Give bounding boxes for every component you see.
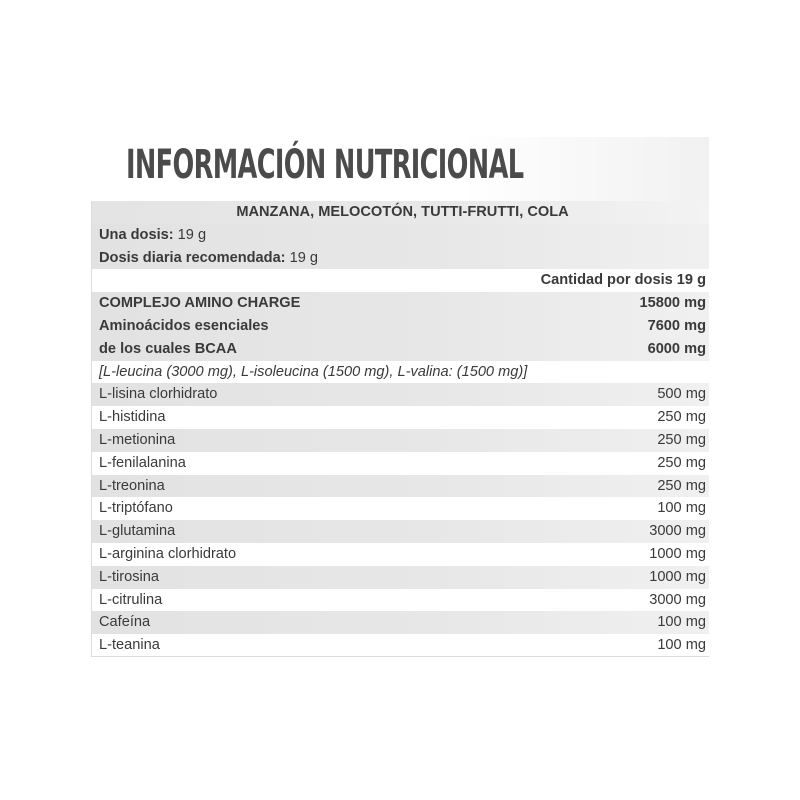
table-row — [91, 589, 709, 612]
amount-header-row — [91, 269, 709, 292]
row-name: L-arginina clorhidrato — [99, 545, 237, 562]
table-row — [91, 383, 709, 406]
nutrition-table — [91, 201, 709, 657]
flavors-label: MANZANA, MELOCOTÓN, TUTTI-FRUTTI, COLA — [236, 204, 569, 220]
row-value: 1000 mg — [649, 545, 706, 562]
row-value: 7600 mg — [647, 317, 706, 334]
amount-header: Cantidad por dosis 19 g — [540, 272, 706, 289]
row-value: 1000 mg — [649, 568, 706, 585]
serving-label: Una dosis: — [99, 226, 174, 243]
table-row — [91, 520, 709, 543]
row-name: L-triptófano — [99, 500, 173, 517]
row-value: 250 mg — [657, 477, 706, 494]
daily-dose-label: Dosis diaria recomendada: — [99, 249, 286, 266]
bcaa-detail-row — [91, 361, 709, 384]
row-value: 100 mg — [657, 637, 706, 654]
flavors-row — [91, 201, 709, 224]
row-name: Cafeína — [99, 614, 151, 631]
table-row — [91, 429, 709, 452]
row-value: 100 mg — [657, 614, 706, 631]
table-row — [91, 315, 709, 338]
table-row — [91, 543, 709, 566]
row-name: Aminoácidos esenciales — [99, 317, 269, 334]
page-title: INFORMACIÓN NUTRICIONAL — [126, 142, 524, 188]
row-name: L-metionina — [99, 431, 176, 448]
row-name: L-lisina clorhidrato — [99, 386, 218, 403]
row-value: 500 mg — [657, 386, 706, 403]
row-name: COMPLEJO AMINO CHARGE — [99, 295, 301, 312]
table-bottom-border — [91, 656, 709, 657]
serving-row — [91, 224, 709, 247]
row-value: 250 mg — [657, 454, 706, 471]
daily-dose-row — [91, 247, 709, 270]
row-value: 6000 mg — [647, 340, 706, 357]
table-row — [91, 611, 709, 634]
row-name: L-tirosina — [99, 568, 160, 585]
bcaa-detail: [L-leucina (3000 mg), L-isoleucina (1500 mg), L-valina: (1500 mg)] — [99, 363, 528, 380]
row-value: 250 mg — [657, 409, 706, 426]
row-name: L-citrulina — [99, 591, 163, 608]
table-left-border — [91, 201, 92, 656]
row-name: L-treonina — [99, 477, 165, 494]
row-value: 15800 mg — [639, 295, 706, 312]
table-row — [91, 452, 709, 475]
table-row — [91, 475, 709, 498]
row-value: 250 mg — [657, 431, 706, 448]
table-row — [91, 634, 709, 657]
table-row — [91, 497, 709, 520]
serving-value: 19 g — [177, 226, 207, 243]
daily-dose-value: 19 g — [289, 249, 319, 266]
row-name: de los cuales BCAA — [99, 340, 237, 357]
table-row — [91, 406, 709, 429]
row-value: 100 mg — [657, 500, 706, 517]
row-value: 3000 mg — [649, 591, 706, 608]
row-value: 3000 mg — [649, 523, 706, 540]
row-name: L-histidina — [99, 409, 166, 426]
row-name: L-fenilalanina — [99, 454, 186, 471]
table-row — [91, 338, 709, 361]
table-row — [91, 566, 709, 589]
row-name: L-teanina — [99, 637, 160, 654]
row-name: L-glutamina — [99, 523, 176, 540]
table-row — [91, 292, 709, 315]
